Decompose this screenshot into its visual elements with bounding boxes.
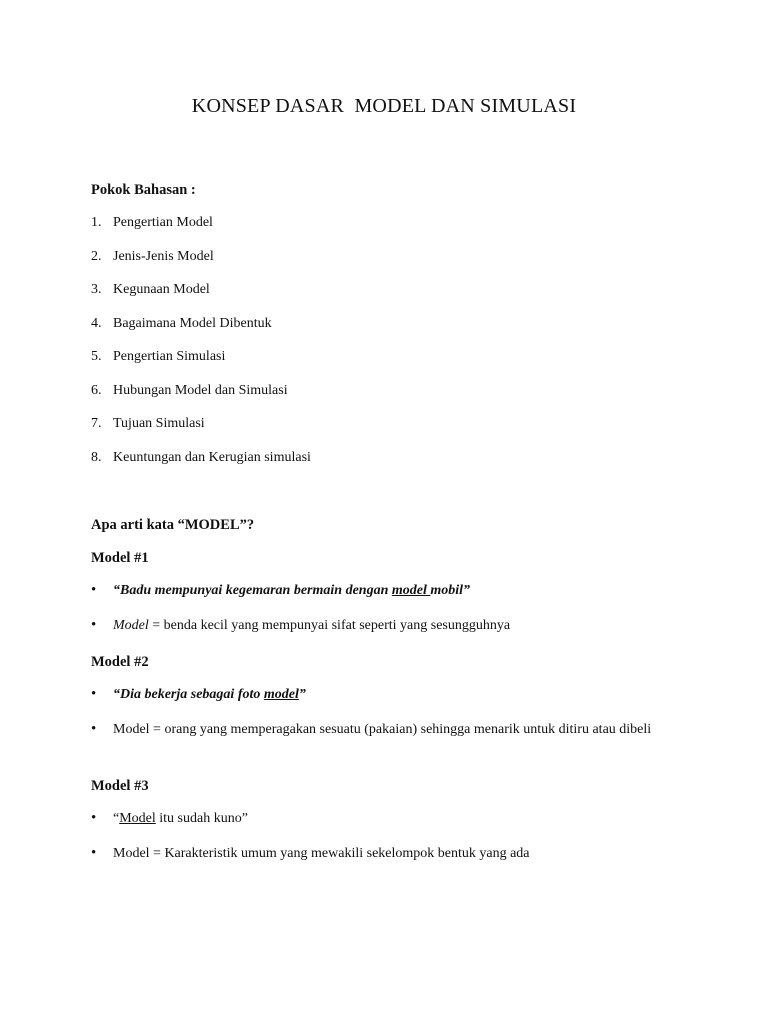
model-3-example [91,808,671,829]
list-item: 7. Tujuan Simulasi [91,416,205,431]
list-item: 6. Hubungan Model dan Simulasi [91,382,288,398]
model-2-example [91,684,671,705]
list-item: 2. Jenis-Jenis Model [91,248,214,264]
list-item: 1. Pengertian Model [91,215,213,230]
model-3-heading: Model #3 [91,778,149,794]
bullet-icon: • [91,617,97,633]
model-1-example [91,580,671,601]
list-item: 5. Pengertian Simulasi [91,349,226,364]
model-2-definition: • Model = orang yang memperagakan sesuatu (pakaian) sehingga menarik untuk ditiru atau dibeli [91,719,671,740]
bullet-icon: • [91,721,97,737]
model-1-definition: • Model = benda kecil yang mempunyai sifat seperti yang sesungguhnya [91,615,671,636]
bullet-icon: • [91,686,97,702]
bullet-icon: • [91,810,97,826]
model-1-quote: “Badu mempunyai kegemaran bermain dengan model mobil” [113,583,471,598]
question-heading: Apa arti kata “MODEL”? [91,517,255,533]
model-3-quote: “Model itu sudah kuno” [113,811,248,826]
list-item: 8. Keuntungan dan Kerugian simulasi [91,449,311,465]
model-3-definition: • Model = Karakteristik umum yang mewakili sekelompok bentuk yang ada [91,843,671,864]
model-2-quote: “Dia bekerja sebagai foto model” [113,687,306,702]
list-item: 3. Kegunaan Model [91,282,210,297]
topic-list [91,214,311,482]
list-item: 4. Bagaimana Model Dibentuk [91,315,272,331]
bullet-icon: • [91,845,97,861]
model-2-heading: Model #2 [91,654,149,670]
bullet-icon: • [91,582,97,598]
model-1-heading: Model #1 [91,550,149,566]
document-title: KONSEP DASAR MODEL DAN SIMULASI [191,95,577,117]
pokok-bahasan-heading: Pokok Bahasan : [91,182,196,198]
